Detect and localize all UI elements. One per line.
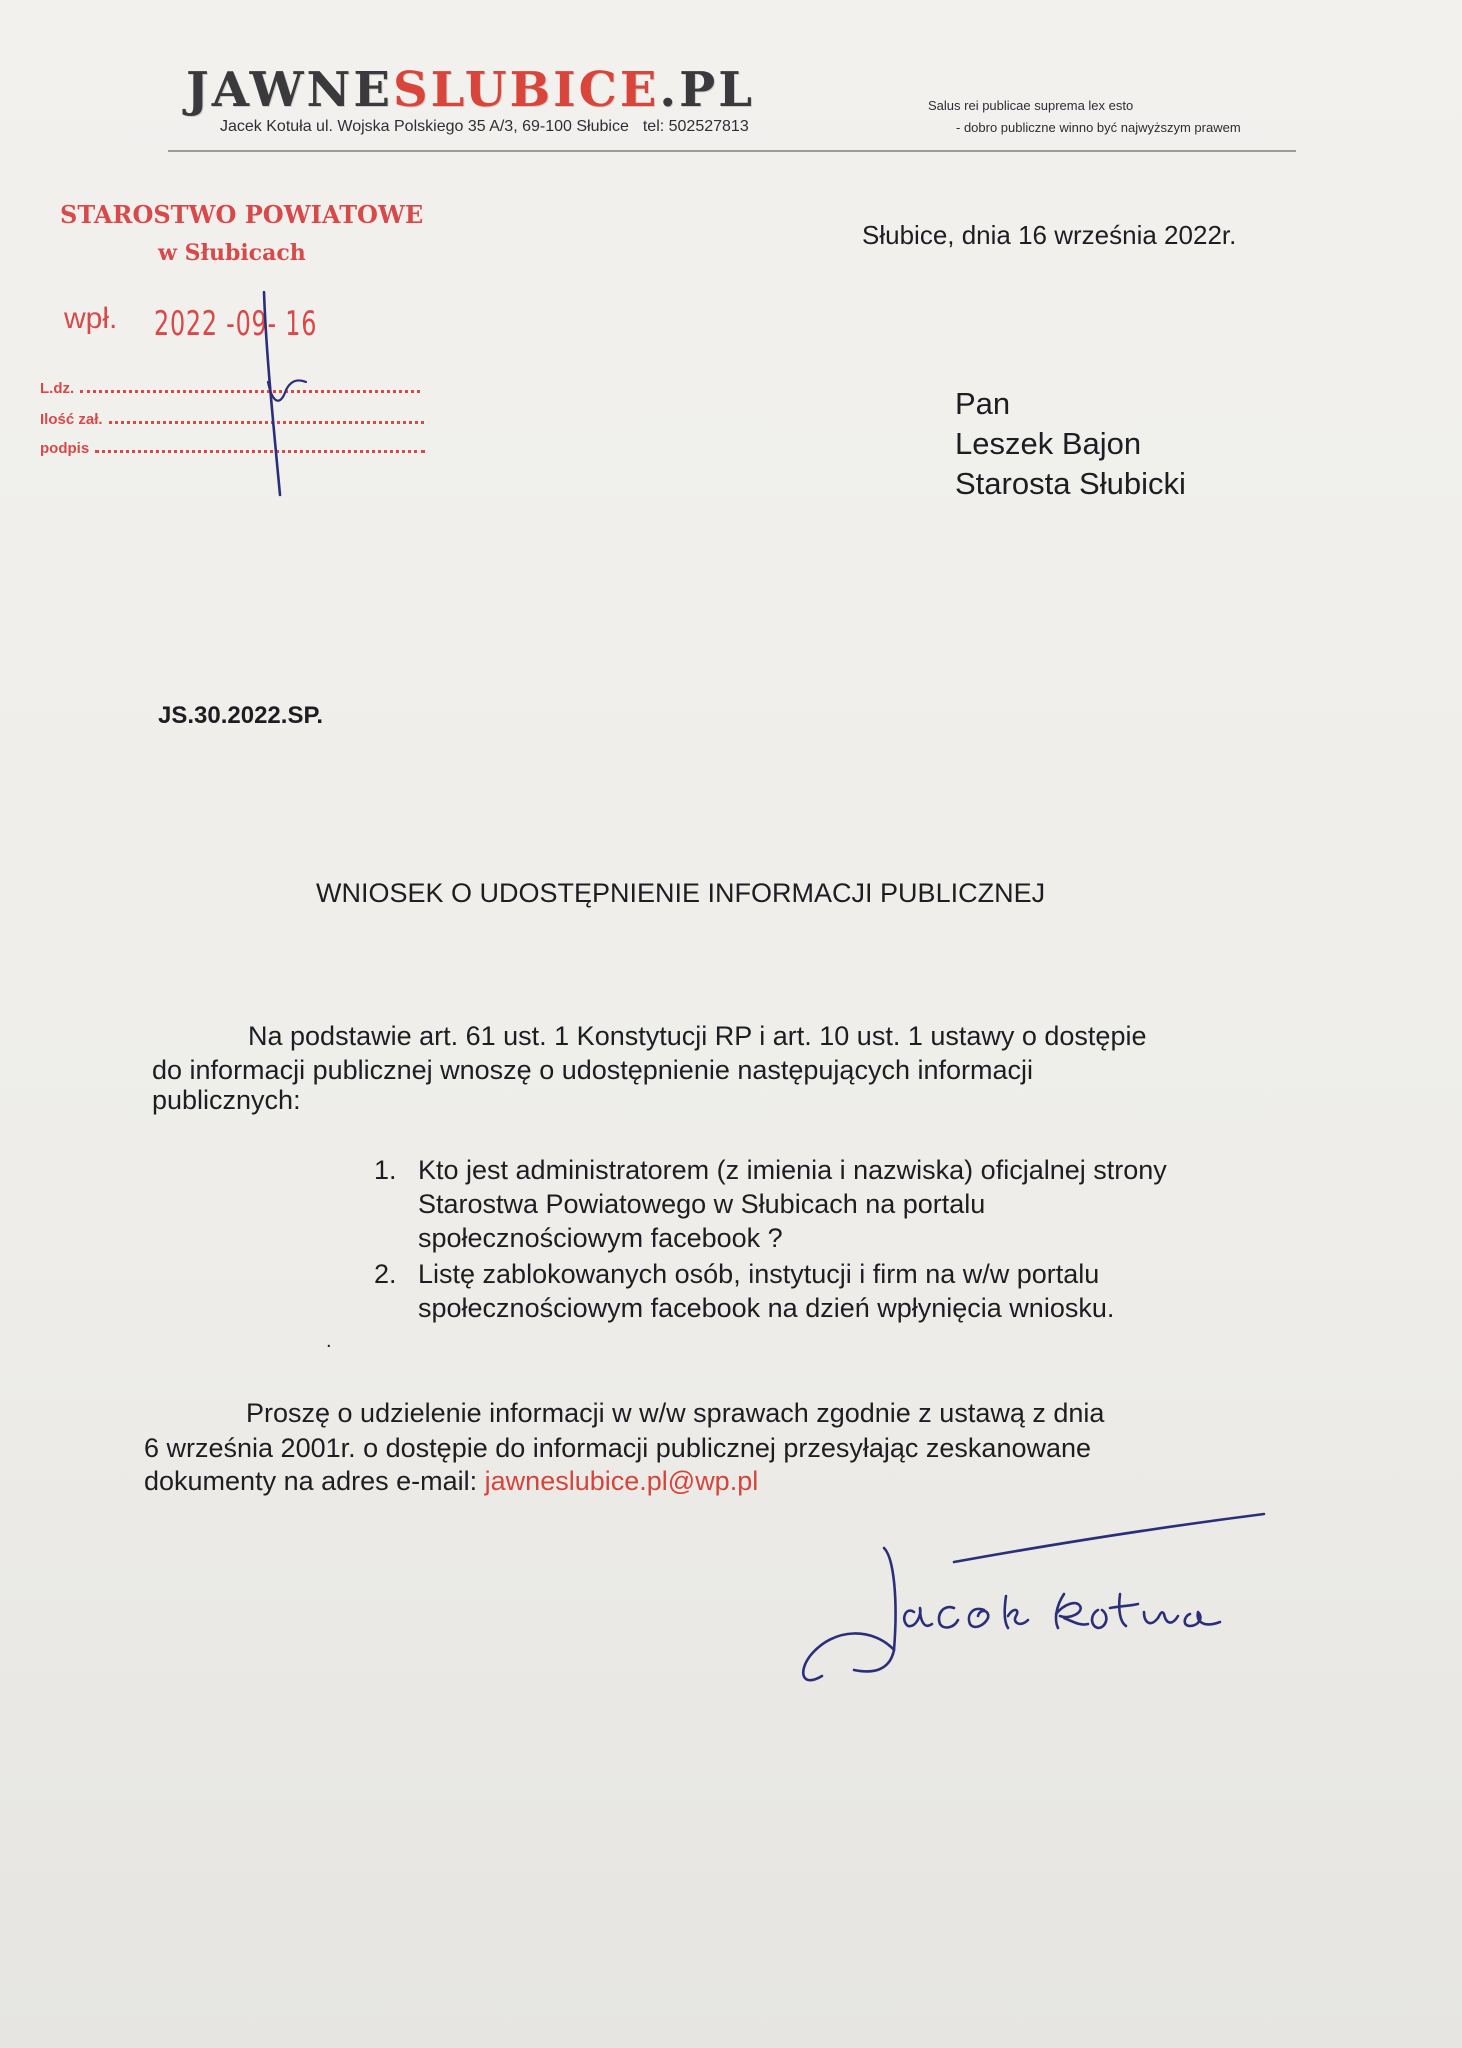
motto-polish: - dobro publiczne winno być najwyższym prawem (956, 120, 1241, 135)
stamp-field-signature-label: podpis (40, 440, 90, 457)
closing-line: Proszę o udzielenie informacji w w/w sprawach zgodnie z ustawą z dnia (246, 1398, 1105, 1428)
stamp-field-attachments-label: Ilość zał. (40, 411, 103, 428)
handwritten-signature (794, 1510, 1284, 1690)
stamp-field-signature (40, 440, 425, 457)
recipient-salutation: Pan (955, 386, 1011, 421)
intro-line: do informacji publicznej wnoszę o udostępnienie następujących informacji (152, 1055, 1033, 1085)
request-text-line: Starostwa Powiatowego w Słubicach na portalu (418, 1189, 986, 1219)
request-text-line: społecznościowym facebook ? (418, 1223, 783, 1253)
request-number: 2. (374, 1259, 397, 1289)
closing-line-prefix: dokumenty na adres e-mail: (144, 1466, 485, 1496)
logo-part-red: SLUBICE (392, 62, 660, 118)
intro-line: Na podstawie art. 61 ust. 1 Konstytucji RP i art. 10 ust. 1 ustawy o dostępie (248, 1021, 1147, 1051)
stray-mark: . (326, 1330, 332, 1352)
letterhead-address-text: Jacek Kotuła ul. Wojska Polskiego 35 A/3, 69-100 Słubice (220, 118, 629, 135)
stamp-received-label: wpł. (64, 302, 118, 335)
request-text-line: Listę zablokowanych osób, instytucji i firm na w/w portalu (418, 1259, 1100, 1289)
letterhead-phone: tel: 502527813 (642, 118, 749, 135)
stamp-field-ldz-label: L.dz. (40, 380, 75, 397)
logo-part-dark: JAWNE (186, 62, 393, 118)
request-number: 1. (374, 1155, 397, 1185)
stamp-initials-mark (250, 290, 310, 500)
letter-date: Słubice, dnia 16 września 2022r. (862, 220, 1237, 250)
closing-line: 6 września 2001r. o dostępie do informacji publicznej przesyłając zeskanowane (144, 1433, 1092, 1463)
stamp-office-name: STAROSTWO POWIATOWE (60, 200, 424, 229)
case-reference: JS.30.2022.SP. (158, 702, 324, 729)
letterhead-address (220, 118, 749, 136)
logo-part-suffix: .PL (659, 62, 755, 118)
stamp-office-location: w Słubicach (158, 240, 306, 266)
header-divider (168, 150, 1296, 152)
stamp-field-attachments (40, 411, 424, 428)
email-link[interactable]: jawneslubice.pl@wp.pl (484, 1466, 759, 1496)
recipient-name: Leszek Bajon (955, 426, 1142, 461)
letterhead-logo (186, 62, 755, 118)
stamp-received-date: 2022 -09- 16 (154, 304, 318, 344)
intro-line: publicznych: (152, 1085, 301, 1115)
request-text-line: społecznościowym facebook na dzień wpłynięcia wniosku. (418, 1293, 1115, 1323)
request-text-line: Kto jest administratorem (z imienia i nazwiska) oficjalnej strony (418, 1155, 1167, 1185)
closing-line (144, 1464, 758, 1498)
motto-latin: Salus rei publicae suprema lex esto (928, 98, 1134, 113)
document-title: WNIOSEK O UDOSTĘPNIENIE INFORMACJI PUBLICZNEJ (316, 878, 1046, 908)
stamp-field-ldz (40, 380, 420, 397)
recipient-position: Starosta Słubicki (955, 466, 1186, 501)
